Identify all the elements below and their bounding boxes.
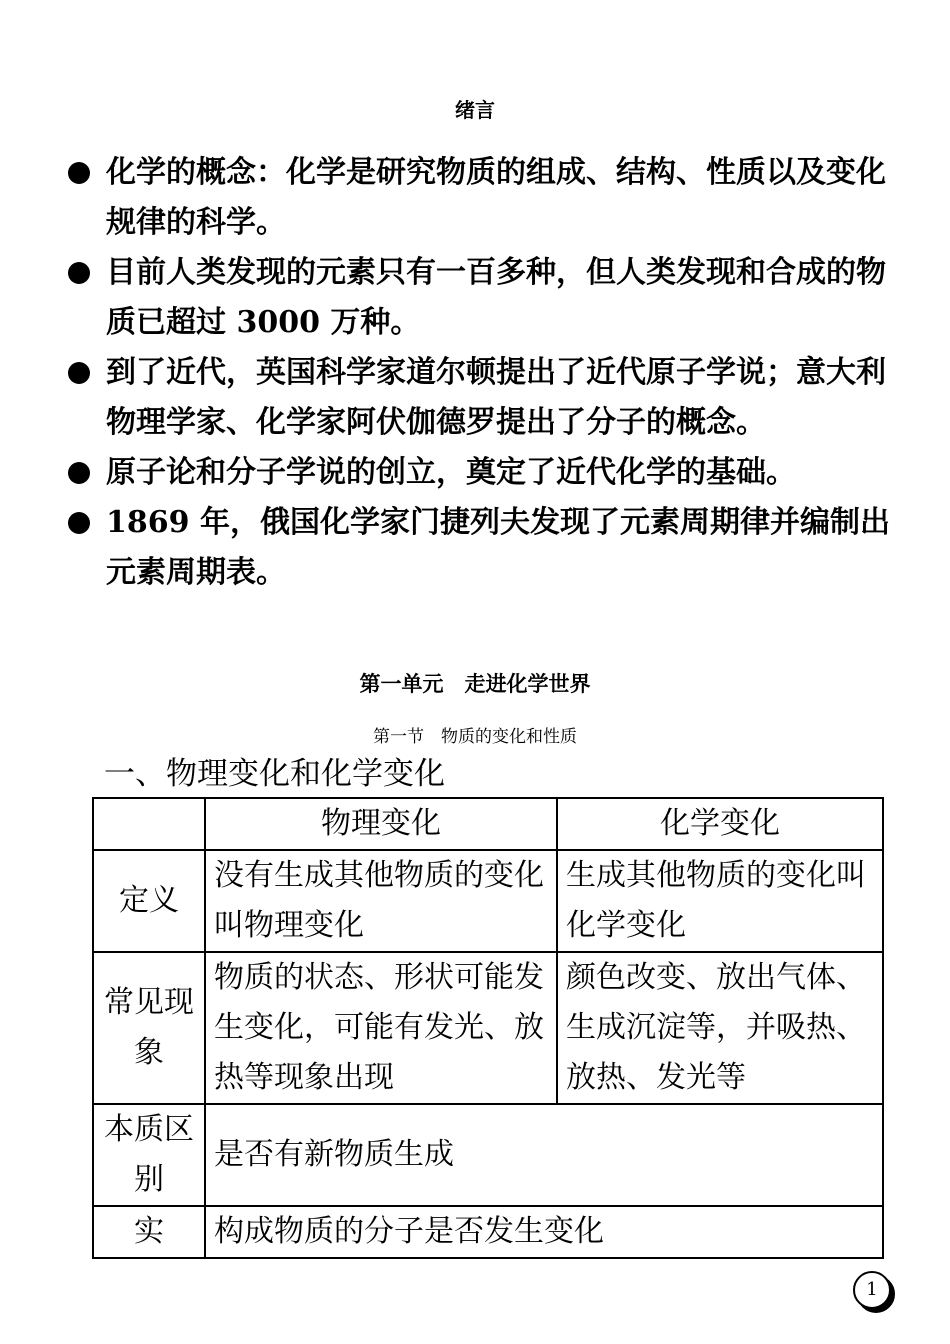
- table-row: [93, 952, 883, 1104]
- page-title: 绪言: [455, 98, 495, 122]
- table-header-cell: 化学变化: [557, 798, 883, 850]
- bullet-text: 目前人类发现的元素只有一百多种，但人类发现和合成的物质已超过 3000 万种。: [106, 255, 886, 340]
- table-cell: 生成其他物质的变化叫化学变化: [557, 850, 883, 952]
- bullet-item: [66, 348, 896, 448]
- bullet-dot-icon: [68, 462, 90, 484]
- bullet-text: 1869 年，俄国化学家门捷列夫发现了元素周期律并编制出元素周期表。: [106, 505, 890, 590]
- table-cell: 颜色改变、放出气体、生成沉淀等，并吸热、放热、发光等: [557, 952, 883, 1104]
- bullet-text: 原子论和分子学说的创立，奠定了近代化学的基础。: [106, 455, 796, 490]
- bullet-text: 化学的概念：化学是研究物质的组成、结构、性质以及变化规律的科学。: [106, 155, 886, 240]
- table-cell: 没有生成其他物质的变化叫物理变化: [205, 850, 557, 952]
- section-title: 第一节 物质的变化和性质: [373, 727, 577, 747]
- bullet-dot-icon: [68, 512, 90, 534]
- table-row: [93, 1206, 883, 1258]
- bullet-dot-icon: [68, 362, 90, 384]
- bullet-dot-icon: [68, 162, 90, 184]
- bullet-dot-icon: [68, 262, 90, 284]
- table-header-cell: 物理变化: [205, 798, 557, 850]
- page-number: 1: [853, 1271, 891, 1309]
- comparison-table: [92, 797, 884, 1259]
- table-header-row: [93, 798, 883, 850]
- row-label: 本质区别: [93, 1104, 205, 1206]
- row-label: 定义: [93, 850, 205, 952]
- unit-title: 第一单元 走进化学世界: [359, 672, 591, 696]
- table-header-cell: [93, 798, 205, 850]
- row-label: 实: [93, 1206, 205, 1258]
- bullet-item: [66, 498, 896, 598]
- table-cell: 构成物质的分子是否发生变化: [205, 1206, 883, 1258]
- bullet-item: [66, 148, 896, 248]
- table-row: [93, 850, 883, 952]
- row-label: 常见现象: [93, 952, 205, 1104]
- bullet-list: [66, 148, 896, 598]
- bullet-text: 到了近代，英国科学家道尔顿提出了近代原子学说；意大利物理学家、化学家阿伏伽德罗提出了分子的概念。: [106, 355, 886, 440]
- bullet-item: [66, 448, 896, 498]
- table-cell: 是否有新物质生成: [205, 1104, 883, 1206]
- table-cell: 物质的状态、形状可能发生变化，可能有发光、放热等现象出现: [205, 952, 557, 1104]
- section-heading: 一、物理变化和化学变化: [104, 756, 445, 792]
- bullet-item: [66, 248, 896, 348]
- table-row: [93, 1104, 883, 1206]
